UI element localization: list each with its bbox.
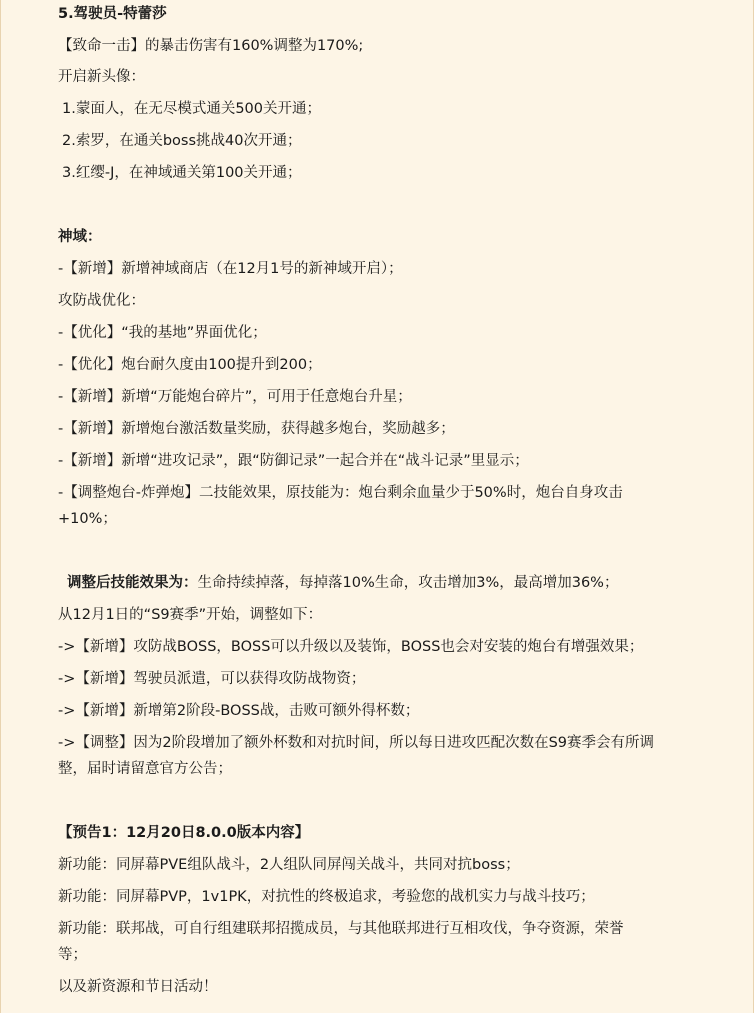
attack-defense-item-6-line2: +10%； (58, 511, 117, 527)
attack-defense-item-1: -【优化】“我的基地”界面优化； (58, 325, 267, 341)
season-item-3: ->【新增】新增第2阶段-BOSS战，击败可额外得杯数； (58, 703, 420, 719)
preview-item-4: 以及新资源和节日活动！ (58, 979, 218, 995)
pilot-avatar-item-2: 2.索罗，在通关boss挑战40次开通； (62, 133, 302, 149)
adjusted-effect-line (67, 573, 618, 593)
attack-defense-item-6-line1: -【调整炮台-炸弹炮】二技能效果，原技能为：炮台剩余血量少于50%时，炮台自身攻击 (58, 485, 623, 501)
adjusted-effect-text: 生命持续掉落，每掉落10%生命，攻击增加3%，最高增加36%； (197, 575, 619, 591)
season-item-4-line2: 整，届时请留意官方公告； (58, 761, 232, 777)
attack-defense-title: 攻防战优化： (58, 293, 145, 309)
pilot-section-title: 5.驾驶员-特蕾莎 (58, 6, 167, 22)
preview-item-1: 新功能：同屏幕PVE组队战斗，2人组队同屏闯关战斗，共同对抗boss； (58, 857, 520, 873)
preview-item-2: 新功能：同屏幕PVP，1v1PK，对抗性的终极追求，考验您的战机实力与战斗技巧； (58, 889, 595, 905)
pilot-avatars-intro: 开启新头像： (58, 69, 145, 85)
attack-defense-item-5: -【新增】新增“进攻记录”，跟“防御记录”一起合并在“战斗记录”里显示； (58, 453, 529, 469)
season-item-4-line1: ->【调整】因为2阶段增加了额外杯数和对抗时间，所以每日进攻匹配次数在S9赛季会有所调 (58, 735, 655, 751)
preview-item-3-line1: 新功能：联邦战，可自行组建联邦招揽成员，与其他联邦进行互相攻伐，争夺资源，荣誉 (58, 921, 624, 937)
preview-item-3-line2: 等； (58, 947, 87, 963)
shenyu-section-title: 神域： (58, 229, 102, 245)
pilot-avatar-item-3: 3.红缨-J，在神域通关第100关开通； (62, 165, 302, 181)
attack-defense-item-4: -【新增】新增炮台激活数量奖励，获得越多炮台，奖励越多； (58, 421, 455, 437)
season-item-2: ->【新增】驾驶员派遣，可以获得攻防战物资； (58, 671, 366, 687)
attack-defense-item-2: -【优化】炮台耐久度由100提升到200； (58, 357, 322, 373)
preview-section-title: 【预告1：12月20日8.0.0版本内容】 (58, 825, 310, 841)
season-item-1: ->【新增】攻防战BOSS，BOSS可以升级以及装饰，BOSS也会对安装的炮台有增强效果； (58, 639, 644, 655)
pilot-crit-text: 【致命一击】的暴击伤害有160%调整为170%; (58, 38, 364, 54)
season-intro: 从12月1日的“S9赛季”开始，调整如下： (58, 607, 323, 623)
pilot-avatar-item-1: 1.蒙面人，在无尽模式通关500关开通； (62, 101, 322, 117)
shenyu-shop-text: -【新增】新增神域商店（在12月1号的新神域开启）； (58, 261, 403, 277)
attack-defense-item-3: -【新增】新增“万能炮台碎片”，可用于任意炮台升星； (58, 389, 412, 405)
adjusted-effect-label: 调整后技能效果为： (67, 575, 198, 591)
